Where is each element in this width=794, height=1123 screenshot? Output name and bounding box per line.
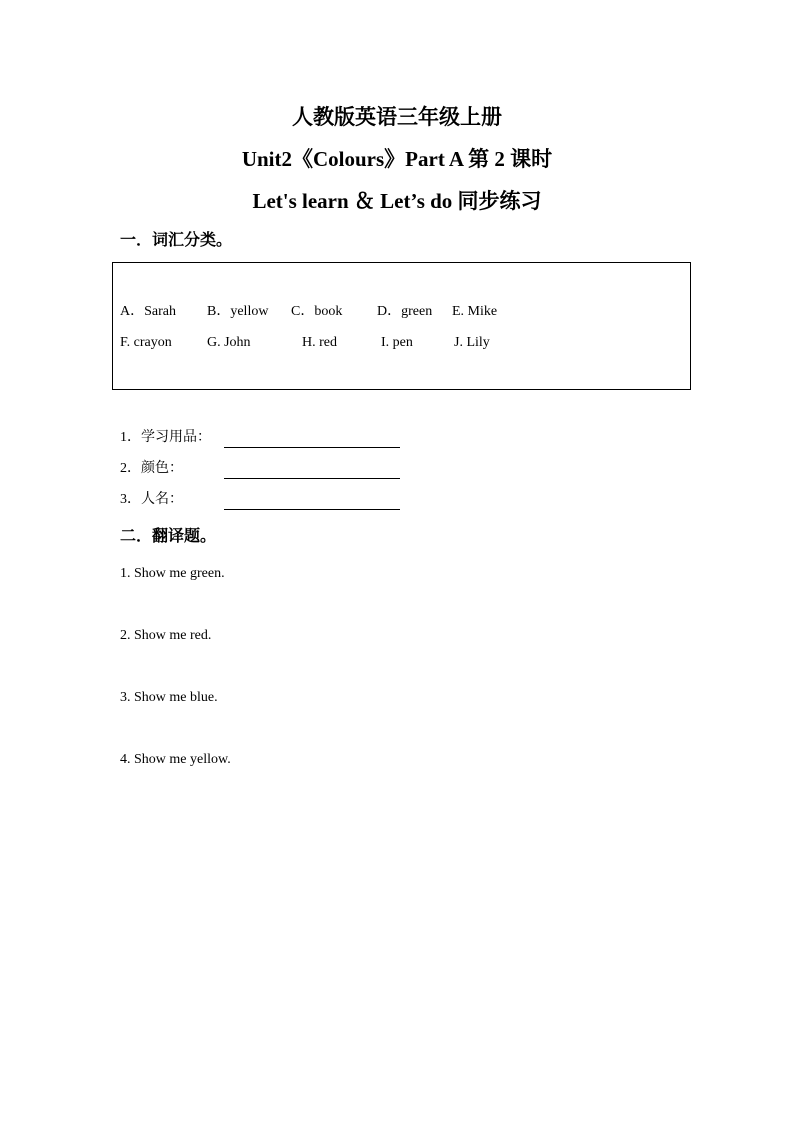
word-option-e: E. Mike	[452, 304, 498, 319]
category-item-3	[120, 490, 420, 512]
word-option-b: B．yellow	[207, 304, 269, 319]
answer-blank-1[interactable]	[224, 447, 400, 448]
title-line-2: Unit2《Colours》Part A 第 2 课时	[241, 147, 553, 171]
answer-blank-2[interactable]	[224, 478, 400, 479]
word-option-g: G. John	[207, 335, 251, 350]
translation-item-4: 4. Show me yellow.	[120, 752, 231, 767]
word-option-f: F. crayon	[120, 335, 172, 350]
word-bank-box	[112, 262, 691, 390]
word-option-i: I. pen	[381, 335, 413, 350]
section-1-heading: 一．词汇分类。	[120, 232, 233, 249]
word-option-j: J. Lily	[454, 335, 490, 350]
category-item-2	[120, 459, 420, 481]
section-2-heading: 二．翻译题。	[120, 528, 217, 545]
category-label: 3．人名：	[120, 492, 183, 507]
category-item-1	[120, 428, 420, 450]
title-line-3: Let's learn ＆ Let’s do 同步练习	[252, 189, 542, 213]
word-option-c: C．book	[291, 304, 343, 319]
word-option-a: A．Sarah	[120, 304, 176, 319]
answer-blank-3[interactable]	[224, 509, 400, 510]
title-line-1: 人教版英语三年级上册	[292, 105, 502, 129]
category-label: 2．颜色：	[120, 461, 183, 476]
translation-item-3: 3. Show me blue.	[120, 690, 218, 705]
word-option-h: H. red	[302, 335, 337, 350]
translation-item-1: 1. Show me green.	[120, 566, 225, 581]
translation-item-2: 2. Show me red.	[120, 628, 212, 643]
category-label: 1．学习用品：	[120, 430, 211, 445]
word-option-d: D．green	[377, 304, 433, 319]
